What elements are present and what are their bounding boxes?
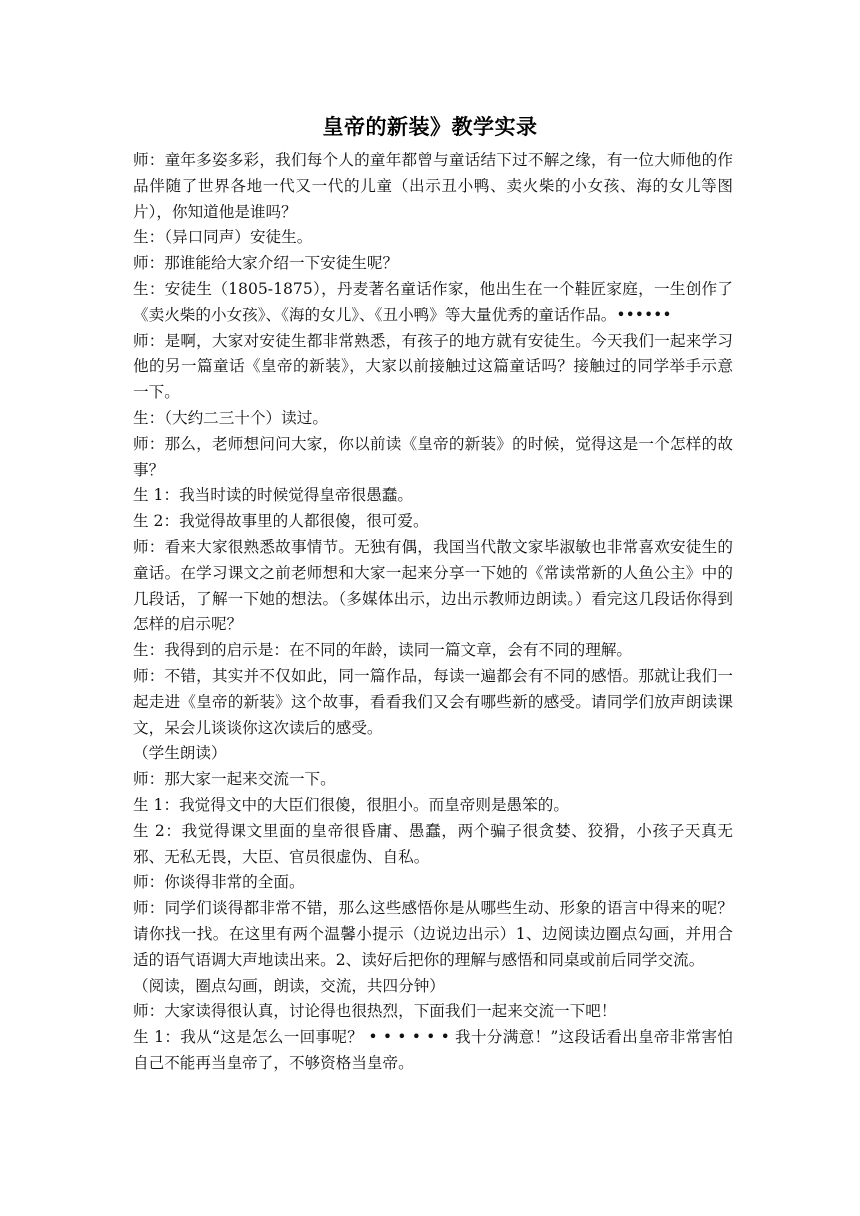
- paragraph: 生 2：我觉得课文里面的皇帝很昏庸、愚蠢，两个骗子很贪婪、狡猾，小孩子天真无邪、无私无畏，大臣、官员很虚伪、自私。: [133, 821, 733, 866]
- paragraph: 师：那么，老师想问问大家，你以前读《皇帝的新装》的时候，觉得这是一个怎样的故事？: [133, 434, 733, 479]
- paragraph: （阅读，圈点勾画，朗读，交流，共四分钟）: [133, 976, 445, 995]
- paragraph: 师：那谁能给大家介绍一下安徒生呢？: [133, 254, 399, 273]
- paragraph: 师：你谈得非常的全面。: [133, 873, 305, 892]
- paragraph: 师：大家读得很认真，讨论得也很热烈，下面我们一起来交流一下吧！: [133, 1002, 617, 1021]
- paragraph: 师：不错，其实并不仅如此，同一篇作品，每读一遍都会有不同的感悟。那就让我们一起走进《皇帝的新装》这个故事，看看我们又会有哪些新的感受。请同学们放声朗读课文，呆会儿谈谈你这次读后的感受。: [133, 666, 733, 737]
- paragraph: 生：（大约二三十个）读过。: [133, 408, 328, 427]
- document-body: [133, 148, 733, 1077]
- paragraph: 师：是啊，大家对安徒生都非常熟悉，有孩子的地方就有安徒生。今天我们一起来学习他的另一篇童话《皇帝的新装》，大家以前接触过这篇童话吗？接触过的同学举手示意一下。: [133, 331, 733, 402]
- paragraph: 生：安徒生（1805-1875），丹麦著名童话作家，他出生在一个鞋匠家庭，一生创作了《卖火柴的小女孩》、《海的女儿》、《丑小鸭》等大量优秀的童话作品。••••••: [133, 279, 733, 324]
- paragraph: 生 2：我觉得故事里的人都很傻，很可爱。: [133, 512, 429, 531]
- paragraph: 生 1：我当时读的时候觉得皇帝很愚蠢。: [133, 486, 413, 505]
- paragraph: 师：同学们谈得都非常不错，那么这些感悟你是从哪些生动、形象的语言中得来的呢？请你找一找。在这里有两个温馨小提示（边说边出示）1、边阅读边圈点勾画，并用合适的语气语调大声地读出来。2、读好后把你的理解与感悟和同桌或前后同学交流。: [133, 899, 733, 969]
- paragraph: 生 1：我觉得文中的大臣们很傻，很胆小。而皇帝则是愚笨的。: [133, 795, 569, 814]
- paragraph: 师：童年多姿多彩，我们每个人的童年都曾与童话结下过不解之缘，有一位大师他的作品伴随了世界各地一代又一代的儿童（出示丑小鸭、卖火柴的小女孩、海的女儿等图片），你知道他是谁吗？: [133, 151, 733, 221]
- paragraph: 生 1：我从“这是怎么一回事呢？ • • • • • • 我十分满意！”这段话看出皇帝非常害怕自己不能再当皇帝了，不够资格当皇帝。: [133, 1028, 733, 1072]
- paragraph: 师：那大家一起来交流一下。: [133, 770, 336, 789]
- paragraph: （学生朗读）: [133, 744, 227, 763]
- paragraph: 师：看来大家很熟悉故事情节。无独有偶，我国当代散文家毕淑敏也非常喜欢安徒生的童话。在学习课文之前老师想和大家一起来分享一下她的《常读常新的人鱼公主》中的几段话，了解一下她的想法。（多媒体出示，边出示教师边朗读。）看完这几段话你得到怎样的启示呢？: [133, 537, 733, 634]
- paragraph: 生：（异口同声）安徒生。: [133, 228, 313, 247]
- document-title: 皇帝的新装》教学实录: [322, 115, 538, 139]
- paragraph: 生：我得到的启示是：在不同的年龄，读同一篇文章，会有不同的理解。: [133, 641, 633, 660]
